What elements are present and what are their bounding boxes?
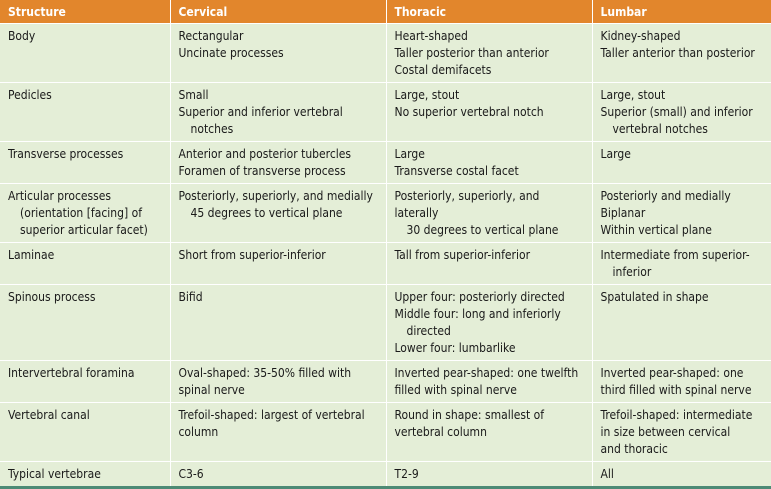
cell-text: Upper four: posteriorly directed [394, 290, 565, 304]
cell-text: Lower four: lumbarlike [394, 341, 516, 355]
cell-structure [0, 24, 170, 83]
cell-text: All [600, 467, 614, 481]
cell-text: Tall from superior-inferior [394, 248, 530, 262]
table-row [0, 462, 771, 488]
table-row [0, 285, 771, 361]
cell-structure [0, 285, 170, 361]
cell-text: Posteriorly, superiorly, and laterally [394, 189, 540, 220]
cell-text: Superior (small) and inferior [600, 105, 753, 119]
cell-text: superior articular facet) [20, 223, 148, 237]
cell-cervical [170, 24, 386, 83]
cell-text: Within vertical plane [600, 223, 712, 237]
cell-text: Oval-shaped: 35-50% filled with [178, 366, 352, 380]
cell-cervical [170, 403, 386, 462]
cell-text: Taller anterior than posterior [600, 46, 755, 60]
cell-structure [0, 243, 170, 285]
cell-text: Posteriorly and medially [600, 189, 731, 203]
cell-text: inferior [612, 265, 652, 279]
cell-lumbar [592, 24, 771, 83]
cell-thoracic [386, 83, 592, 142]
cell-lumbar [592, 462, 771, 488]
cell-text: Large, stout [600, 88, 666, 102]
cell-structure [0, 184, 170, 243]
table-row [0, 24, 771, 83]
cell-thoracic [386, 462, 592, 488]
cell-text: Transverse processes [8, 147, 124, 161]
cell-text: notches [190, 122, 234, 136]
header-thoracic: Thoracic [386, 0, 592, 24]
cell-text: Costal demifacets [394, 63, 492, 77]
header-cervical: Cervical [170, 0, 386, 24]
cell-text: spinal nerve [178, 383, 245, 397]
cell-text: Heart-shaped [394, 29, 468, 43]
table-row [0, 83, 771, 142]
cell-structure [0, 403, 170, 462]
cell-text: Trefoil-shaped: intermediate [600, 408, 753, 422]
cell-thoracic [386, 285, 592, 361]
cell-text: Inverted pear-shaped: one twelfth [394, 366, 579, 380]
cell-thoracic [386, 184, 592, 243]
cell-lumbar [592, 243, 771, 285]
cell-cervical [170, 462, 386, 488]
cell-text: 45 degrees to vertical plane [190, 206, 343, 220]
cell-lumbar [592, 184, 771, 243]
cell-text: vertebral notches [612, 122, 708, 136]
cell-text: Bifid [178, 290, 203, 304]
table-row [0, 243, 771, 285]
cell-text: No superior vertebral notch [394, 105, 544, 119]
cell-text: Large [600, 147, 631, 161]
cell-text: Intervertebral foramina [8, 366, 135, 380]
cell-text: third filled with spinal nerve [600, 383, 752, 397]
cell-cervical [170, 83, 386, 142]
header-row [0, 0, 771, 24]
cell-thoracic [386, 24, 592, 83]
cell-text: Inverted pear-shaped: one [600, 366, 744, 380]
cell-structure [0, 142, 170, 184]
cell-cervical [170, 361, 386, 403]
cell-lumbar [592, 403, 771, 462]
cell-cervical [170, 184, 386, 243]
cell-text: filled with spinal nerve [394, 383, 517, 397]
table-row [0, 361, 771, 403]
cell-text: Spatulated in shape [600, 290, 709, 304]
cell-text: Laminae [8, 248, 55, 262]
cell-text: Posteriorly, superiorly, and medially [178, 189, 373, 203]
cell-text: Vertebral canal [8, 408, 90, 422]
cell-structure [0, 83, 170, 142]
cell-text: Anterior and posterior tubercles [178, 147, 352, 161]
cell-text: Large [394, 147, 425, 161]
cell-lumbar [592, 142, 771, 184]
cell-text: Typical vertebrae [8, 467, 101, 481]
cell-text: Trefoil-shaped: largest of vertebral [178, 408, 365, 422]
cell-text: Spinous process [8, 290, 96, 304]
cell-text: and thoracic [600, 442, 668, 456]
cell-text: Large, stout [394, 88, 460, 102]
cell-text: Intermediate from superior- [600, 248, 750, 262]
cell-text: directed [406, 324, 451, 338]
cell-structure [0, 361, 170, 403]
cell-text: T2-9 [394, 467, 419, 481]
cell-lumbar [592, 361, 771, 403]
cell-text: C3-6 [178, 467, 204, 481]
cell-text: Articular processes [8, 189, 112, 203]
header-structure: Structure [0, 0, 170, 24]
cell-lumbar [592, 83, 771, 142]
header-lumbar: Lumbar [592, 0, 771, 24]
cell-text: column [178, 425, 219, 439]
cell-text: Biplanar [600, 206, 646, 220]
cell-cervical [170, 142, 386, 184]
table-row [0, 403, 771, 462]
cell-text: Small [178, 88, 209, 102]
table-row [0, 184, 771, 243]
cell-text: 30 degrees to vertical plane [406, 223, 559, 237]
cell-text: Short from superior-inferior [178, 248, 326, 262]
cell-text: in size between cervical [600, 425, 731, 439]
cell-cervical [170, 243, 386, 285]
cell-text: Foramen of transverse process [178, 164, 346, 178]
cell-text: Pedicles [8, 88, 52, 102]
cell-text: Uncinate processes [178, 46, 284, 60]
cell-lumbar [592, 285, 771, 361]
cell-thoracic [386, 361, 592, 403]
cell-cervical [170, 285, 386, 361]
cell-text: Middle four: long and inferiorly [394, 307, 561, 321]
cell-text: Kidney-shaped [600, 29, 681, 43]
cell-structure [0, 462, 170, 488]
cell-text: Rectangular [178, 29, 244, 43]
cell-text: Round in shape: smallest of [394, 408, 545, 422]
table-row [0, 142, 771, 184]
cell-text: vertebral column [394, 425, 487, 439]
cell-thoracic [386, 243, 592, 285]
cell-text: Taller posterior than anterior [394, 46, 549, 60]
cell-text: Transverse costal facet [394, 164, 519, 178]
cell-text: Body [8, 29, 36, 43]
cell-text: (orientation [facing] of [20, 206, 142, 220]
cell-thoracic [386, 403, 592, 462]
cell-thoracic [386, 142, 592, 184]
cell-text: Superior and inferior vertebral [178, 105, 343, 119]
